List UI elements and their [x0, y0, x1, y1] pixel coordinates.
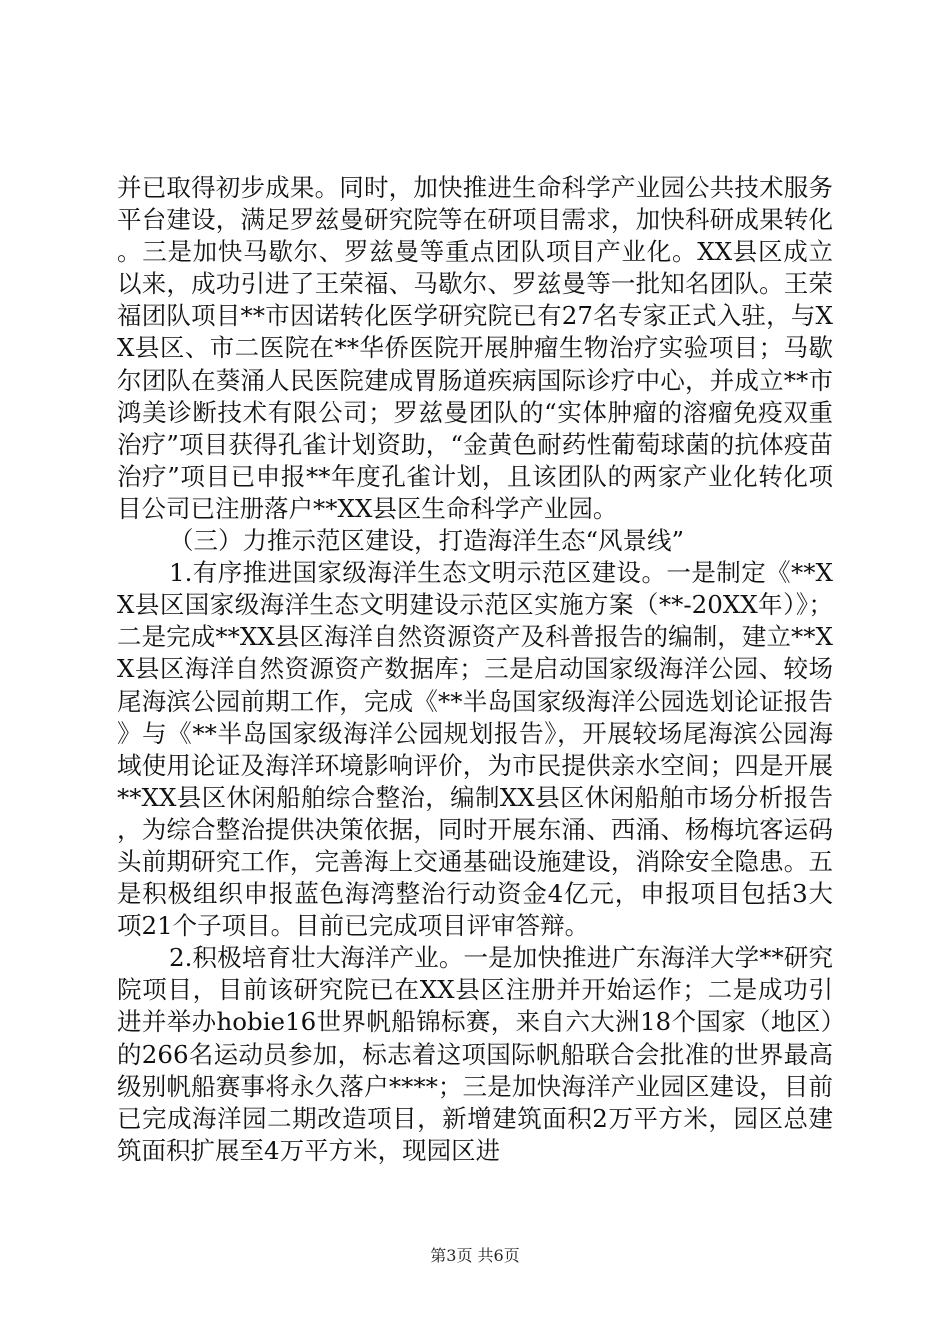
page-footer: 第3页 共6页	[430, 1246, 520, 1265]
paragraph-item-1: 1.有序推进国家级海洋生态文明示范区建设。一是制定《**XX县区国家级海洋生态文明建设示范区实施方案（**-20XX年）》；二是完成**XX县区海洋自然资源资产及科普报告的编制，建立**XX县区海洋自然资源资产数据库；三是启动国家级海洋公园、较场尾海滨公园前期工作，完成《**半岛国家级海洋公园选划论证报告》与《**半岛国家级海洋公园规划报告》，开展较场尾海滨公园海域使用论证及海洋环境影响评价，为市民提供亲水空间；四是开展**XX县区休闲船舶综合整治，编制XX县区休闲船舶市场分析报告，为综合整治提供决策依据，同时开展东涌、西涌、杨梅坑客运码头前期研究工作，完善海上交通基础设施建设，消除安全隐患。五是积极组织申报蓝色海湾整治行动资金4亿元，申报项目包括3大项21个子项目。目前已完成项目评审答辩。	[117, 558, 833, 941]
section-heading: （三）力推示范区建设，打造海洋生态“风景线”	[169, 526, 685, 556]
paragraph-item-2: 2.积极培育壮大海洋产业。一是加快推进广东海洋大学**研究院项目，目前该研究院已在XX县区注册并开始运作；二是成功引进并举办hobie16世界帆船锦标赛，来自六大洲18个国家（地区）的266名运动员参加，标志着这项国际帆船联合会批准的世界最高级别帆船赛事将永久落户****；三是加快海洋产业园区建设，目前已完成海洋园二期改造项目，新增建筑面积2万平方米，园区总建筑面积扩展至4万平方米，现园区进	[117, 943, 833, 1165]
paragraph-continuation: 并已取得初步成果。同时，加快推进生命科学产业园公共技术服务平台建设，满足罗兹曼研究院等在研项目需求，加快科研成果转化。三是加快马歇尔、罗兹曼等重点团队项目产业化。XX县区成立以来，成功引进了王荣福、马歇尔、罗兹曼等一批知名团队。王荣福团队项目**市因诺转化医学研究院已有27名专家正式入驻，与XX县区、市二医院在**华侨医院开展肿瘤生物治疗实验项目；马歇尔团队在葵涌人民医院建成胃肠道疾病国际诊疗中心，并成立**市鸿美诊断技术有限公司；罗兹曼团队的“实体肿瘤的溶瘤免疫双重治疗”项目获得孔雀计划资助，“金黄色耐药性葡萄球菌的抗体疫苗治疗”项目已申报**年度孔雀计划，且该团队的两家产业化转化项目公司已注册落户**XX县区生命科学产业园。	[117, 173, 833, 523]
document-body	[117, 172, 833, 1167]
